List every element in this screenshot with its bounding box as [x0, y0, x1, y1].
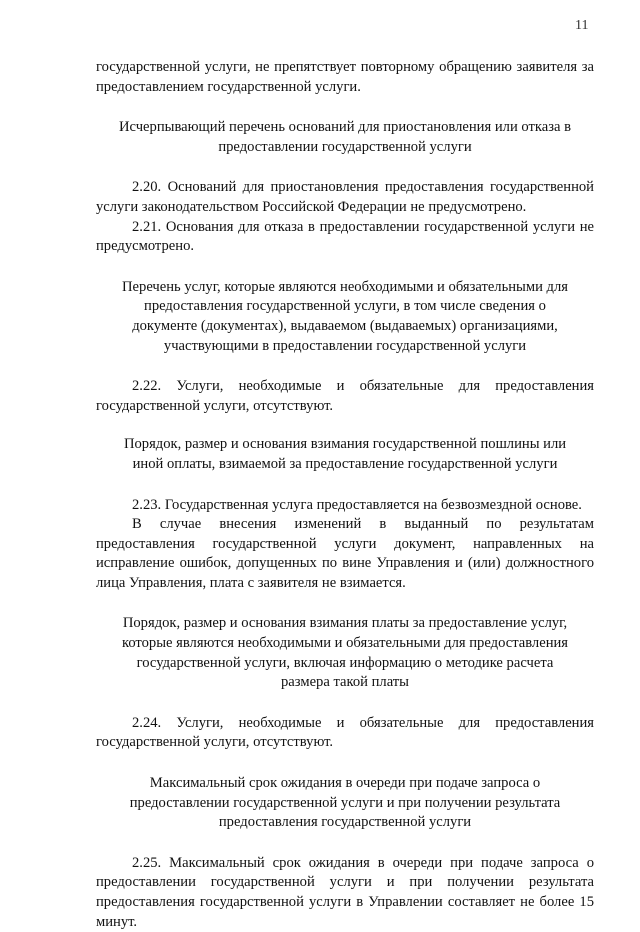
paragraph-2-23-continued: В случае внесения изменений в выданный по результатам предоставления государственной услуги документ, направленных на исправление ошибок, допущенных по вине Управления и (или) должностного лица Управления, плата с заявителя не взимается. [96, 516, 594, 591]
paragraph-2-23: 2.23. Государственная услуга предоставляется на безвозмездной основе. [132, 496, 582, 513]
heading-services: Перечень услуг, которые являются необходимыми и обязательными для предоставления государственной услуги, в том числе сведения о документе (документах), выдаваемом (выдаваемых) организациями, участвующими в предоставлении государственной услуги [122, 278, 568, 354]
page-number: 11 [575, 18, 589, 33]
paragraph-2-22: 2.22. Услуги, необходимые и обязательные для предоставления государственной услуги, отсутствуют. [96, 378, 594, 414]
heading-fee: Порядок, размер и основания взимания государственной пошлины или иной оплаты, взимаемой за предоставление государственной услуги [123, 436, 567, 472]
heading-grounds: Исчерпывающий перечень оснований для приостановления или отказа в предоставлении государственной услуги [118, 119, 572, 155]
heading-wait: Максимальный срок ожидания в очереди при подаче запроса о предоставлении государственной услуги и при получении результата предоставления государственной услуги [129, 775, 561, 831]
paragraph-2-25: 2.25. Максимальный срок ожидания в очереди при подаче запроса о предоставлении государственной услуги и при получении результата предоставления государственной услуги в Управлении составляет не более 15 минут. [96, 854, 594, 930]
paragraph-2-21: 2.21. Основания для отказа в предоставлении государственной услуги не предусмотрено. [96, 218, 594, 255]
paragraph-2-20: 2.20. Оснований для приостановления предоставления государственной услуги законодательством Российской Федерации не предусмотрено. [96, 179, 594, 215]
document-body [96, 58, 594, 932]
paragraph-intro: государственной услуги, не препятствует повторному обращению заявителя за предоставлением государственной услуги. [96, 59, 594, 95]
heading-payment: Порядок, размер и основания взимания платы за предоставление услуг, которые являются необходимыми и обязательными для предоставления государственной услуги, включая информацию о методике расчета размера такой платы [121, 615, 569, 691]
paragraph-2-24: 2.24. Услуги, необходимые и обязательные для предоставления государственной услуги, отсутствуют. [96, 714, 594, 751]
